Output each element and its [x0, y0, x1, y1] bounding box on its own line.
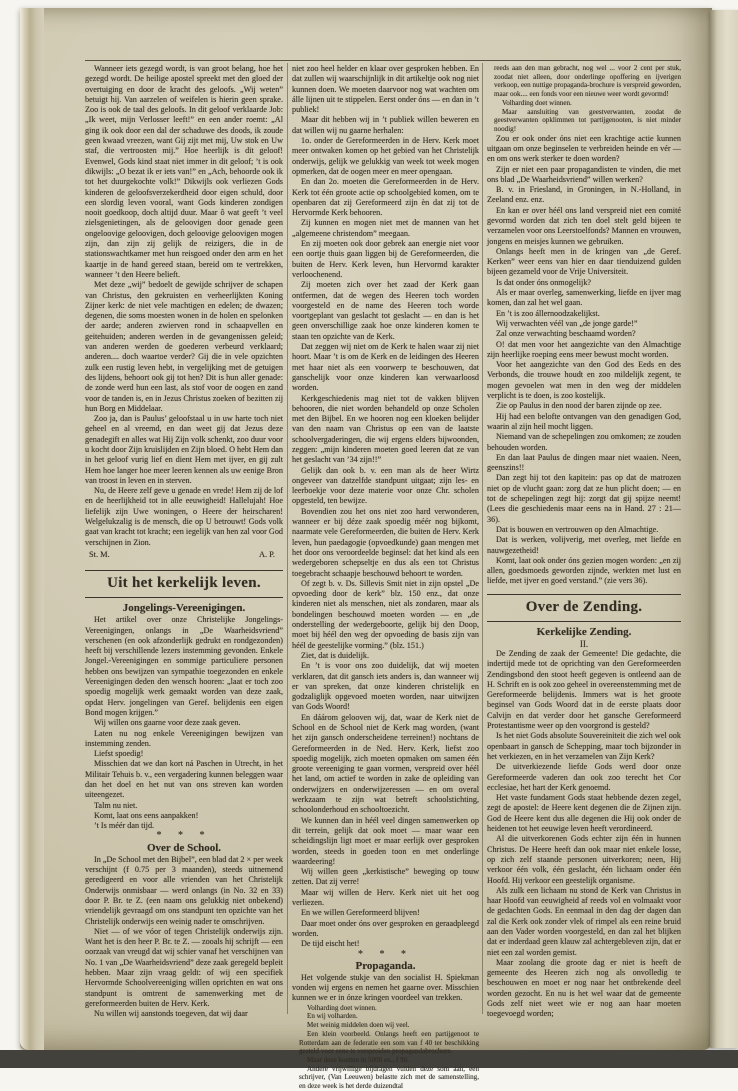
paragraph: Wij willen geen „kerkistische” beweging op touw zetten. Dat zij verre! [292, 867, 479, 887]
paragraph: Nu, de Heere zelf geve u genade en vrede! Hem zij de lof en de heerlijkheid tot in alle eeuwigheid! Hallelujah! Hoe liefelijk zijn Uwe woningen, o Heere der heirscharen! Welgelukzalig is de mensch, die op U betrouwt! Gods volk gaat van kracht tot kracht; een iegelijk van hen zal voor God verschijnen in Zion. [85, 486, 284, 547]
paragraph: Talm nu niet. [94, 800, 138, 810]
small-print-paragraph: En wij volharden. [307, 1012, 358, 1021]
author-initials [85, 548, 283, 563]
paragraph: Voor het aangezichte van den God des Eeds en des Verbonds, die trouwe houdt en zoo mildelijk zegent, te mogen gevoelen wat men in den weg der middelen verplicht is te doen, is zoo kostelijk. [487, 360, 681, 401]
paragraph: Misschien dat we dan kort ná Paschen in Utrecht, in het Militair Tehuis b. v., een vergadering kunnen beleggen waar dan het doel en het nut van ons streven kan worden uiteengezet. [85, 759, 283, 800]
paragraph: Als er maar overleg, samenwerking, liefde en ijver mag komen, dan zal het wel gaan. [487, 288, 681, 308]
small-print-continued: reeds aan den man gebracht, nog wel ... voor 2 cent per stuk, zoodat niet alleen, door onderlinge opoffering en ijverigen verkoop, een nuttige propaganda-brochure is verspreid geworden, maar ook.... een fonds voor een nieuwe weer wordt gevormd! [494, 64, 681, 99]
paragraph: We kunnen dan in héél veel dingen samenwerken op dit terrein, gelijk dat ook moet — maar waar een scheidingslijn ligt moet er maar eerlijk over gesproken worden, steeds in goeden toon en met onderlinge waardeering! [292, 815, 479, 866]
paragraph: Komt, laat ook onder óns gezien mogen worden: „en zij allen, goedsmoeds geworden zijnde, werkten met lust en liefde, met ijver en goed verstand.” (zie vers 36). [487, 555, 681, 586]
paragraph: Maar zoolang die groote dag er niet is heeft de gemeente des Heeren zich nog als onvolledig te beschouwen en moet er nog naar het ontbrekende deel worden gezocht. En nu is het wel waar dat de gemeente Gods zelf niet weet wie er nog aan haar moeten toegevoegd worden; [487, 957, 681, 1019]
paragraph: Dat zeggen wij niet om de Kerk te halen waar zij niet hoort. Maar ’t is om de Kerk en de leidingen des Heeren met haar niet als een voorwerp te beschouwen, dat ganschelijk voor onze kinderen kan verwaarloosd worden. [292, 342, 479, 393]
paragraph: En zij moeten ook door gebrek aan energie niet voor een oortje thuis gaan liggen bij de Gereformeerden, die buiten de Herv. Kerk leven, hun Hervormd karakter verloochenend. [292, 239, 479, 279]
section-subheading: Over de School. [146, 841, 222, 854]
paragraph: Dan zegt hij tot den kapitein: pas op dat de matrozen niet op de vlucht gaan: zorg dat ze hun plicht doen; — en tot de schepelingen zegt hij: zorgt dat gij spijze neemt! (Lees die geschiedenis maar eens na in Hand. 27 : 21—36). [487, 473, 681, 524]
paragraph: Gelijk dan ook b. v. een man als de heer Wirtz ongeveer van datzelfde standpunt uitgaat; zijn les- en leerboekje voor deze materie voor onze Chr. scholen opgesteld, ten bewijze. [292, 465, 479, 506]
paragraph: Dat is bouwen en vertrouwen op den Almachtige. [496, 524, 659, 534]
paragraph: Als zulk een lichaam nu stond de Kerk van Christus in haar Hoofd van eeuwigheid af reeds vol en volmaakt voor de gedachten Gods. En eenmaal in den dag der dagen dan zal die Kerk ook zonder vlek of rimpel als een reine bruid aan den Vader worden voorgesteld, en dan zal het blijken dat er inderdaad geen klauw zal achtergebleven zijn, dat er niet een zal worden gemist. [487, 885, 681, 957]
paragraph: De tijd eischt het! [301, 939, 360, 949]
paragraph: Al die uitverkorenen Gods echter zijn één in hunnen Christus. De Heere heeft dan ook maar niet enkele losse, op zich zelf staande personen uitverkoren; neen, Hij verkoor één volk, één geslacht, één lichaam onder één Hoofd. Hij verkoor een geestelijk organisme. [487, 834, 681, 885]
small-print-paragraph: Andere vrijwillige bijdragen vulden deze som aan, een schrijver, (Van Leeuwen) belastte zich met de samenstelling, en deze week is het derde duizendtal [299, 1064, 479, 1091]
author-initials-right: A. P. [258, 549, 275, 559]
small-print-paragraph: Met weinig middelen doen wij veel. [307, 1021, 410, 1030]
paragraph: Dat is werken, volijverig, met overleg, met liefde en nauwgezetheid! [487, 535, 681, 555]
paragraph: Wij willen ons gaarne voor deze zaak geven. [94, 718, 241, 728]
section-heading: Uit het kerkelijk leven. [107, 575, 261, 592]
paragraph: Wij verwachten véél van „de jonge garde!” [496, 318, 638, 328]
paragraph: 1o. onder de Gereformeerden in de Herv. Kerk moet meer ontwaken komen op het gebied van het Christelijk onderwijs, gelijk we gelukkig van week tot week mogen opmerken, dat de oogen meer en meer opengaan. [292, 136, 479, 176]
paragraph: En dáárom gelooven wij, dat, waar de Kerk niet de School en de School niet de Kerk mag worden, (want het zijn gansch onderscheidene terreinen!) nochtans de Gereformeerden in de Ned. Herv. Kerk, liefst zoo spoedig mogelijk, zich moeten opmaken om samen één groote vereeniging te gaan vormen, verspreid over héél het land, om actief te worden in zake de opleiding van onderwijzers en onderwijzeressen — en om overal werkzaam te zijn wat betreft schoolstichting, schoolonderhoud en schooltoezicht. [292, 712, 479, 815]
small-print-paragraph: Volharding doet winnen. [307, 1003, 377, 1012]
paragraph: Niet — of we vóor of tegen Christelijk onderwijs zijn. Want het is den heer P. Br. te Z. — zooals hij schrijft — een oorzaak van vreugd dat wij schier vanaf het verschijnen van No. 1 van „De Waarheidsvriend” deze zaak geregeld bepleit hebben. Maar zijn vraag geldt: of wij een specifiek Hervormde Schoolvereeniging willen oprichten en wat ons standpunt is omtrent de samenwerking met de gereformeerden buiten de Herv. Kerk. [85, 926, 283, 1008]
paragraph: Kerkgeschiedenis mag niet tot de vakken blijven behooren, die niet worden behandeld op onze Scholen met den Bijbel. En we hooren nog een kloeken belijder van den naam van Christus op een van de laatste schoolvergaderingen, die wij ergens elders bijwoonden, zeggen: „mijn kinderen moeten goed leeren dat ze van het geslacht van ’34 zijn!!” [292, 393, 479, 465]
section-heading-box [487, 594, 681, 622]
column-3 [487, 64, 681, 1019]
paragraph: Is dat onder óns onmogelijk? [496, 277, 592, 287]
paragraph: En ’t is zoo állernoodzakelijkst. [496, 308, 600, 318]
paragraph: Zij moeten zich over het zaad der Kerk gaan ontfermen, dat de wegen des Heeren toch worden voorgesteld en de name des Heeren toch worde voortgeplant van geslacht tot geslacht — en dan is het geen onverschillige zaak hoe onze kinderen komen te staan ten opzichte van de Kerk. [292, 280, 479, 341]
author-initials-left: St. M. [89, 549, 110, 559]
paragraph: Zou er ook onder óns niet een krachtige actie kunnen uitgaan om onze beginselen te verbreiden heinde en vér — en om ons werk sterker te doen worden? [487, 133, 681, 164]
paragraph: Ziet, dat is duidelijk. [301, 650, 369, 660]
paragraph: Maar dit hebben wij in ’t publiek willen beweren en dat willen wij nu gaarne herhalen: [292, 115, 479, 135]
paragraph: Het artikel over onze Christelijke Jongelings-Vereenigingen, onlangs in „De Waarheidsvriend” verschenen (en ook afzonderlijk gedrukt en rondgezonden) heeft bij verschillende lezers instemming gevonden. Enkele Jongel.-Vereenigingen en sommige particuliere personen hebben ons bewijzen van sympathie toegezonden en enkele Vereenigingen deden den wensch hooren: „laat er toch zoo spoedig mogelijk werk gemaakt worden van deze zaak, opdat Herv. jongelingen van Geref. belijdenis een eigen Bond mogen krijgen.” [85, 615, 283, 717]
asterism-separator: * * * [156, 830, 212, 842]
paragraph: En dan laat Paulus de dingen maar niet waaien. Neen, geenszins!! [487, 452, 681, 473]
paragraph: De uitverkiezende liefde Gods werd door onze Gereformeerde vaderen dan ook zoo terecht het Cor ecclesiae, het hart der Kerk genoemd. [487, 762, 681, 792]
paragraph: Maar wij willen de Herv. Kerk niet uit het oog verliezen. [292, 887, 479, 908]
masthead-rule [85, 60, 681, 61]
paragraph: Is het niet Gods absolute Souvereiniteit die zich wel ook openbaart in gansch de Schepping, maar toch bijzonder in het verkiezen, en in het verzamelen van Zijn Kerk? [487, 731, 681, 761]
paragraph: Met deze „wij” bedoelt de gewijde schrijver de schapen van Christus, den gekruisten en verheerlijkten Koning Zijner kerk: de niet vele machtigen en edelen; de dwazen; degenen, die soms moesten wonen in de holen en spelonken der aarde; anderen zwierven rond in schaapvellen en geitehuiden; anderen werden in de gevangenissen geleid; van anderen werden de goederen verbeurd verklaard; anderen.... doch waartoe verder? Gij die in vele opzichten zulk een rustig leven hebt, in vergelijking met de getuigen des lijdens, behoort ook gij tot hen? Dit is hun aller genade: de zonde werd hun een last, als stof voor de oogen en zand voor de tanden is, en in Jezus Christus zoeken of bezitten zij hun Borg en Middelaar. [85, 280, 283, 413]
small-print-paragraph: Maar deze kostten in 5000 ex., f 90. [307, 1055, 410, 1064]
paragraph: Hij had een belofte ontvangen van den genadigen God, waarin al zijn heil mocht liggen. [487, 411, 681, 431]
paragraph: En kan er over héél ons land verspreid niet een comité gevormd worden dat zich ten doel stelt geld bijeen te verzamelen voor ons Leerstoelfonds? Mannen en vrouwen, jongens en meisjes kunnen we gebruiken. [487, 205, 681, 246]
paragraph: In „De School met den Bijbel”, een blad dat 2 × per week verschijnt (f 0.75 per 3 maanden), steeds uitnemend geredigeerd en voor alle vrienden van het Christelijk Onderwijs onmisbaar — werd onlangs (in No. 32 en 33) door P. Br. te Z. (een naam ons gelukkig niet onbekend) vriendelijk gevraagd om ons standpunt ten opzichte van het Christelijk onderwijs een weinig nader te omschrijven. [85, 854, 284, 926]
paragraph: Onlangs heeft men in de kringen van „de Geref. Kerken” weer eens van hier en daar tienduizend gulden bijeen gezameld voor de Vrije Universiteit. [487, 246, 681, 277]
section-subheading: Kerkelijke Zending. [536, 625, 632, 638]
paragraph: Liefst spoedig! [94, 749, 144, 759]
paragraph: ’t Is méér dan tijd. [94, 821, 155, 831]
paragraph: Komt, laat ons eens aanpakken! [94, 810, 199, 820]
paragraph: Nu willen wij aanstonds toegeven, dat wij daar [94, 1009, 248, 1019]
small-print-paragraph: Een klein voorbeeld. Onlangs heeft een partijgenoot te Rotterdam aan de federatie een som van f 40 ter beschikking gesteld voor eene te verspreiden propagandabrochure. [299, 1029, 479, 1056]
section-number: II. [579, 638, 589, 649]
paragraph: B. v. in Friesland, in Groningen, in N.-Holland, in Zeeland enz. enz. [487, 185, 681, 205]
section-heading: Over de Zending. [525, 598, 643, 615]
paragraph: Niemand van de schepelingen zou omkomen; ze zouden behouden worden. [487, 432, 681, 452]
paragraph: Zij kunnen en mogen niet met de mannen van het „algemeene christendom” meegaan. [292, 218, 479, 238]
paragraph-continued: niet zoo heel helder en klaar over gesproken hebben. En dat zullen wij waarschijnlijk in dit artikeltje ook nog niet kunnen doen. We moeten daarvoor nog wat wachten om álle lijnen uit te stippelen. Eerst onder óns — en dan in ’t publiek! [292, 64, 479, 115]
paragraph: O! dat men voor het aangezichte van den Almachtige zijn heerlijke roeping eens meer bewust mocht worden. [487, 339, 681, 359]
adjacent-page-edge [710, 10, 738, 1048]
paragraph: Wanneer iets gezegd wordt, is van groot belang, hoe het gezegd wordt. De heilige apostel spreekt met den gloed der overtuiging en door de kracht des geloofs. „Wij weten” betuigt hij. Van aarzelen of weifelen is hierin geen sprake. Zoo is ook de taal des geloofs. In dit geloof verklaarde Job: „Ik weet, mijn Verlosser leeft!” en een ander roemt: „Al ging ik ook door een dal der schaduwe des doods, ik zoude geen kwaad vreezen, want Gij zijt met mij, Uw stok en Uw staf, die vertroosten mij.” Hoe heerlijk is dit geloof! Evenwel, Gods kind staat niet immer in dit geloof; ’t is ook dikwijls: „O bezat ik er iets van!” en „Ach, behoorde ook ik tot het duurgekochte volk!” Dikwijls ook verliezen Gods kinderen de geloofsverzekerdheid door eigen schuld, door een slordig leven vooral, want Gods kinderen zondigen nooit goedkoop, doch altijd duur. Maar ô wat geeft ’t veel zielsgenietingen, als de geloovigen door genade geen ongeloovige geloovigen, doch geloovige geloovigen mogen zijn, dan zijn zij gelijk de reizigers, die in de stationswachtkamer met hun reisgoed onder den arm en het kaartje in de hand gereed staan, bereid om te vertrekken, wanneer ’t den Heere belieft. [85, 64, 283, 279]
newspaper-text-area [85, 64, 681, 1091]
paragraph: Het vaste fundament Gods staat hebbende dezen zegel, zegt de apostel: de Heere kent degenen die de Zijnen zijn. God de Heere kent dus alle degenen die Hij ook onder de heidenen tot het eeuwige leven heeft verordineerd. [487, 793, 681, 834]
paragraph: En ’t is voor ons zoo duidelijk, dat wij moeten verklaren, dat dit gansch iets anders is, dan wanneer wij er van spreken, dat onze kinderen christelijk en godzaliglijk opgevoed moeten worden, naar uitwijzen van Gods Woord! [292, 661, 479, 712]
column-2 [292, 64, 479, 1091]
paragraph: Bovendien zou het ons niet zoo hard verwonderen, wanneer er bij déze zaak spoedig méér nog bijkomt, naarmate vele Gereformeerden, die buiten de Herv. Kerk leven, hun paedagogie (opvoedkunde) gaan mengen met het door ons veroordeelde beginsel: dat het kind als een wedergeboren schepseltje en dus als een tot Christus toegebracht schaapje beschouwd behoort te worden. [292, 506, 479, 578]
column-1 [85, 64, 284, 1019]
paragraph: Laten nu nog enkele Vereenigingen bewijzen van instemming zenden. [85, 728, 283, 748]
paragraph: Het volgende stukje van den socialist H. Spiekman vonden wij ergens en nemen het gaarne over. Misschien kunnen we er in ónze kringen voordeel van trekken. [292, 972, 479, 1003]
small-print-paragraph: Maar aansluiting van geestverwanten, zoodat de geestverwanten opklimmen tot partijgenooten, is niet minder noodig! [494, 107, 681, 133]
paragraph: Zal onze verwachting beschaamd worden? [496, 329, 636, 339]
paragraph: Daar moet onder óns over gesproken en geraadpleegd worden. [292, 918, 479, 938]
section-subheading: Jongelings-Vereenigingen. [122, 602, 246, 615]
paragraph: En we willen Gereformeerd blijven! [301, 908, 420, 918]
small-print-paragraph: Volharding doet winnen. [502, 98, 572, 107]
paragraph: Of zegt b. v. Ds. Sillevis Smit niet in zijn opstel „De opvoeding door de kerk” blz. 150 enz., dat onze kinderen niet als menschen, niet als zondaren, maar als bondelingen beschouwd moeten worden — en „de onderstelling der wedergeboorte, gelijk bij den Doop, moet bij héél den weg der opvoeding de basis zijn van héél de geestelijke vorming.” (blz. 151.) [292, 578, 479, 650]
paragraph: De Zending de zaak der Gemeente! Die gedachte, die indertijd mede tot de oprichting van den Gereformeerden Zendingsbond den stoot heeft gegeven is ontleend aan de H. Schrift en is ook zoo geheel in overeenstemming met de Gereformeerde belijdenis. Immers wat is het groote beginsel van Gods Woord dat in de eerste plaats door Calvijn en dat verder door het gansche Gereformeerd Protestantisme weer op den voorgrond is gesteld? [487, 648, 681, 731]
asterism-separator: * * * [358, 948, 413, 960]
page-stack-left-edge [20, 8, 44, 1050]
section-subheading: Propaganda. [355, 959, 416, 972]
paragraph: Zijn er niet een paar propagandisten te vinden, die met ons blad „De Waarheidsvriend” willen werken? [487, 164, 681, 184]
paragraph: Zoo ja, dan is Paulus’ geloofstaal u in uw harte toch niet geheel en al vreemd, en dan weet gij dat Jezus deze genadegift en alles wat Hij Zijn volk schenkt, zoo duur voor u kocht door Zijn kruislijden en Zijn bloed. O hebt Hem dan in het geloof vurig lief en dient Hem met ijver, en gij zult Hem hoe langer hoe meer leeren kennen als uw eenige Bron van troost in leven en in sterven. [85, 414, 283, 485]
paragraph: En dan 2o. moeten die Gereformeerden in de Herv. Kerk tot één groote actie op schoolgebied komen, om te openbaren dat zij Gereformeerd zijn èn dat zij tot de Hervormde Kerk behooren. [292, 177, 479, 218]
paragraph: Zie op Paulus in den nood der baren zijnde op zee. [496, 401, 662, 411]
section-heading-box [85, 570, 283, 598]
